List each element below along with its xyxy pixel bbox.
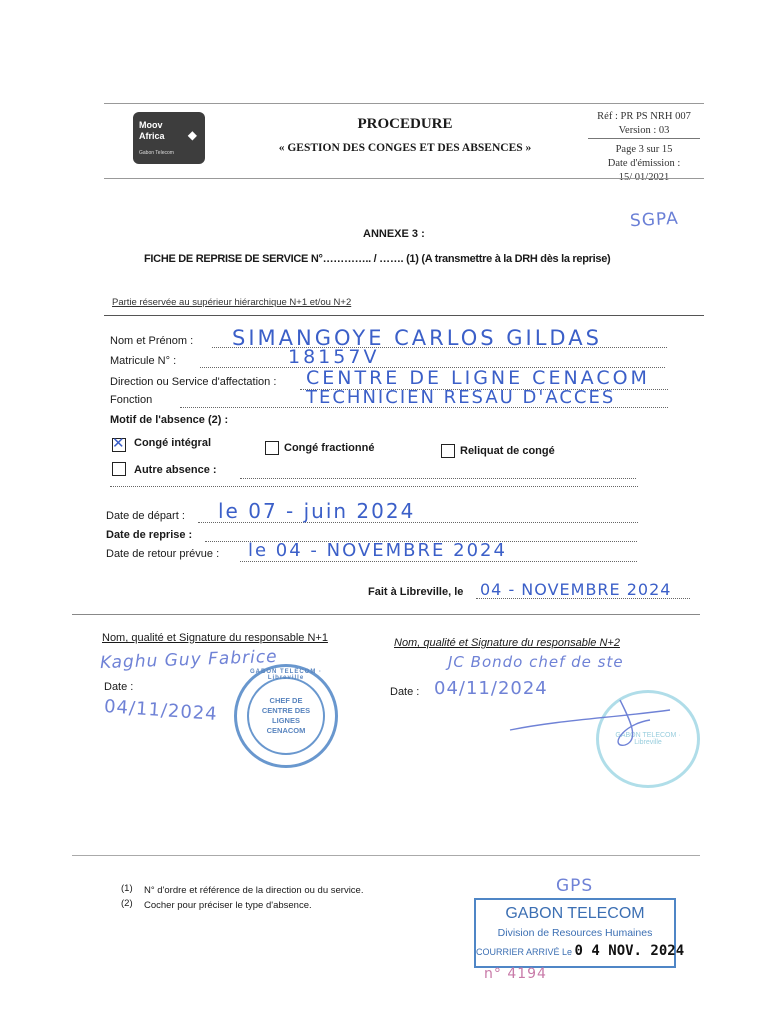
received-stamp-date: 0 4 NOV. 2024: [574, 943, 685, 959]
reliquat-label: Reliquat de congé: [460, 445, 555, 457]
direction-label: Direction ou Service d'affectation :: [110, 376, 277, 388]
n1-date-label: Date :: [104, 681, 134, 693]
fonction-label: Fonction: [110, 394, 153, 406]
received-initials: GPS: [556, 876, 594, 896]
reference-block: [588, 110, 700, 185]
n1-stamp-text: CHEF DE CENTRE DES LIGNES CENACOM: [261, 696, 311, 735]
n2-signature-label: Nom, qualité et Signature du responsable N+2: [394, 637, 620, 649]
section-rule: [104, 315, 704, 316]
motif-label: Motif de l'absence (2) :: [110, 414, 229, 426]
logo-subtext: Gabon Telecom: [139, 150, 174, 156]
version: Version : 03: [588, 124, 700, 139]
page-number: Page 3 sur 15: [615, 144, 673, 155]
corner-scribble: SGPA: [629, 208, 680, 232]
n1-date-value: 04/11/2024: [103, 696, 219, 725]
received-stamp-title: GABON TELECOM: [505, 905, 645, 922]
n2-date-label: Date :: [390, 686, 420, 698]
footnote-rule: [72, 855, 700, 856]
conge-fractionne-checkbox[interactable]: [265, 441, 279, 455]
autre-absence-line: [240, 478, 636, 479]
extra-line: [110, 486, 638, 487]
company-logo: [133, 112, 205, 164]
name-label: Nom et Prénom :: [110, 335, 194, 347]
conge-integral-label: Congé intégral: [134, 437, 212, 449]
autre-absence-checkbox[interactable]: [112, 462, 126, 476]
received-stamp-division: Division de Resources Humaines: [497, 927, 653, 939]
issue-date-label: Date d'émission :: [607, 158, 681, 169]
n1-signature-label: Nom, qualité et Signature du responsable N+1: [102, 632, 328, 644]
checked-mark-icon: ✕: [112, 435, 125, 452]
retour-label: Date de retour prévue :: [106, 548, 220, 560]
n2-stamp-ring-text: GABON TELECOM · Libreville: [615, 732, 681, 746]
received-number: n° 4194: [484, 966, 547, 982]
autre-absence-label: Autre absence :: [134, 464, 217, 476]
conge-integral-checkbox[interactable]: [112, 435, 126, 452]
matricule-label: Matricule N° :: [110, 355, 177, 367]
reprise-label: Date de reprise :: [106, 529, 193, 541]
footnote-2: Cocher pour préciser le type d'absence.: [144, 900, 312, 911]
footnote-1: N° d'ordre et référence de la direction ou du service.: [144, 885, 364, 896]
footnote-1-number: (1): [121, 883, 133, 894]
retour-line: [240, 561, 637, 562]
received-stamp: [474, 898, 685, 968]
header-bottom-rule: [104, 178, 704, 179]
retour-value: le 04 - NOVEMBRE 2024: [248, 540, 507, 561]
n1-official-stamp: [234, 664, 338, 768]
issue-date: 15/ 01/2021: [618, 172, 670, 183]
n2-handwritten-name: JC Bondo chef de ste: [448, 653, 624, 671]
fonction-value: TECHNICIEN RESAU D'ACCES: [306, 387, 616, 408]
reliquat-checkbox[interactable]: [441, 444, 455, 458]
n1-handwritten-name: Kaghu Guy Fabrice: [99, 646, 278, 674]
received-stamp-line: [476, 943, 685, 959]
footnote-2-number: (2): [121, 898, 133, 909]
name-value: SIMANGOYE CARLOS GILDAS: [232, 326, 602, 350]
n2-date-value: 04/11/2024: [434, 678, 548, 699]
n2-signature-scribble: [500, 690, 680, 760]
depart-label: Date de départ :: [106, 510, 185, 522]
received-stamp-courrier: COURRIER ARRIVÉ Le: [476, 947, 573, 957]
depart-value: le 07 - juin 2024: [218, 499, 416, 523]
diamond-icon: ◆: [187, 128, 197, 142]
n1-stamp-ring-text: GABON TELECOM · Libreville: [250, 669, 322, 681]
annex-label: ANNEXE 3 :: [363, 228, 425, 240]
fait-value: 04 - NOVEMBRE 2024: [480, 580, 672, 599]
logo-text: Moov Africa: [139, 120, 165, 141]
direction-value: CENTRE DE LIGNE CENACOM: [306, 367, 650, 389]
section-label: Partie réservée au supérieur hiérarchique N+1 et/ou N+2: [112, 297, 352, 308]
conge-fractionne-label: Congé fractionné: [284, 442, 375, 454]
ref-code: Réf : PR PS NRH 007: [597, 111, 691, 122]
fait-label: Fait à Libreville, le: [368, 586, 464, 598]
matricule-value: 18157V: [288, 346, 380, 368]
procedure-title: PROCEDURE: [357, 116, 453, 132]
signature-section-rule: [72, 614, 700, 615]
header-top-rule: [104, 103, 704, 104]
n1-stamp-inner-ring: [247, 677, 325, 755]
procedure-subtitle: « GESTION DES CONGES ET DES ABSENCES »: [278, 142, 532, 154]
form-title: FICHE DE REPRISE DE SERVICE N°………….. / ……. (1) (A transmettre à la DRH dès la reprise): [144, 253, 611, 265]
